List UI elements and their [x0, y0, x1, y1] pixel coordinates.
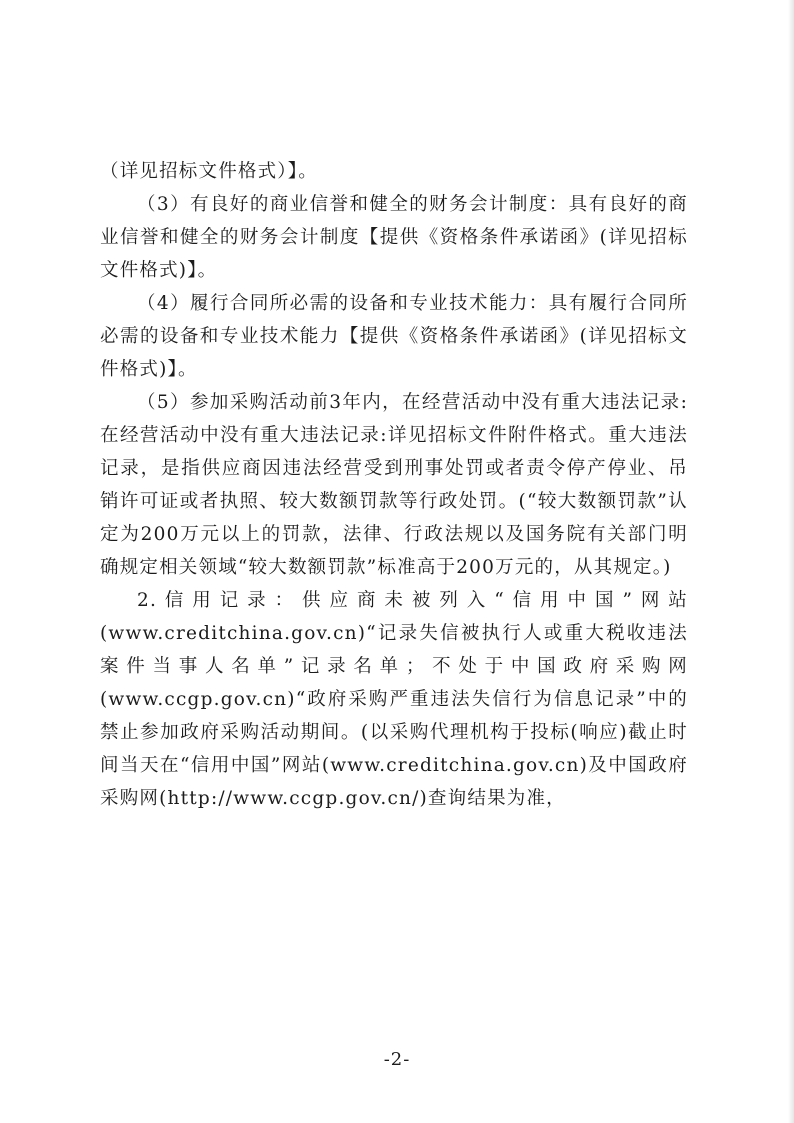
paragraph-continuation: （详见招标文件格式）】。 [100, 161, 318, 182]
page-number: -2- [383, 1049, 411, 1070]
paragraph-credit-record: 2.信用记录：供应商未被列入“信用中国”网站(www.creditchina.gov.cn)“记录失信被执行人或重大税收违法案件当事人名单”记录名单；不处于中国政府采购网(www.ccgp.gov.cn)“政府采购严重违法失信行为信息记录”中的禁止参加政府采购活动期间。(以采购代理机构于投标(响应)截止时间当天在“信用中国”网站(www.creditchina.gov.cn)及中国政府采购网(http://www.ccgp.gov.cn/)查询结果为准， [100, 590, 688, 809]
paragraph-item-5-no-major-violation: （5）参加采购活动前3年内，在经营活动中没有重大违法记录:在经营活动中没有重大违法记录:详见招标文件附件格式。重大违法记录，是指供应商因违法经营受到刑事处罚或者责令停产停业、吊销许可证或者执照、较大数额罚款等行政处罚。(“较大数额罚款”认定为200万元以上的罚款，法律、行政法规以及国务院有关部门明确规定相关领域“较大数额罚款”标准高于200万元的，从其规定。) [100, 392, 688, 578]
paragraph-item-3-credit-and-accounting: （3）有良好的商业信誉和健全的财务会计制度：具有良好的商业信誉和健全的财务会计制度【提供《资格条件承诺函》(详见招标文件格式)】。 [100, 194, 688, 281]
document-body [100, 155, 688, 815]
scan-edge-shadow [788, 0, 794, 1123]
paragraph-item-4-equipment-and-technical-ability: （4）履行合同所必需的设备和专业技术能力：具有履行合同所必需的设备和专业技术能力【提供《资格条件承诺函》(详见招标文件格式)】。 [100, 293, 688, 380]
